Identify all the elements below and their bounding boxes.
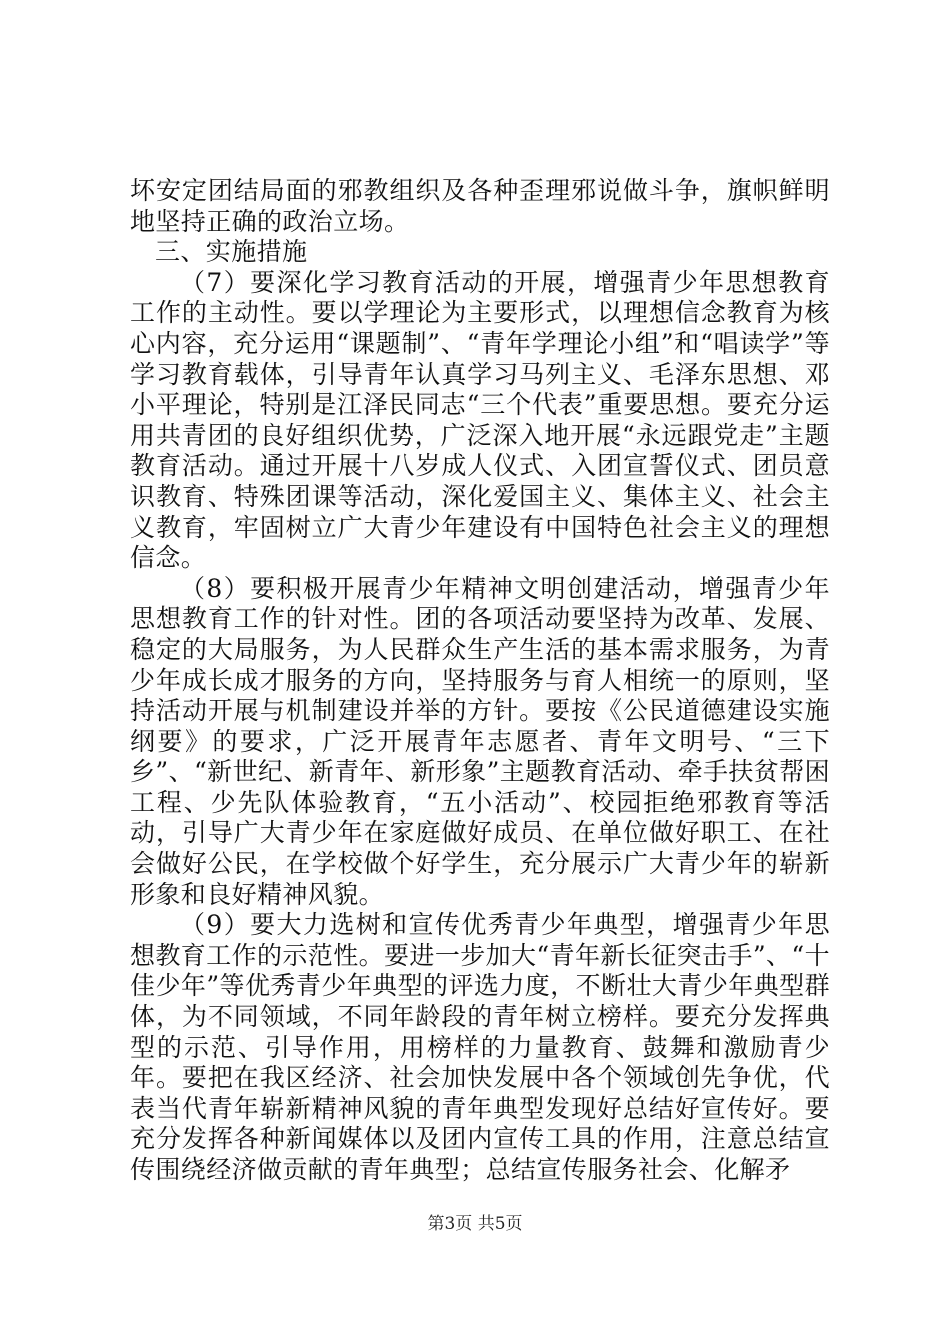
paragraph-item-9: （9）要大力选树和宣传优秀青少年典型，增强青少年思想教育工作的示范性。要进一步加大“青年新长征突击手”、“十佳少年”等优秀青少年典型的评选力度，不断壮大青少年典型群体，为不同领域，不同年龄段的青年树立榜样。要充分发挥典型的示范、引导作用，用榜样的力量教育、鼓舞和激励青少年。要把在我区经济、社会加快发展中各个领域创先争优，代表当代青年崭新精神风貌的青年典型发现好总结好宣传好。要充分发挥各种新闻媒体以及团内宣传工具的作用，注意总结宣传围绕经济做贡献的青年典型；总结宣传服务社会、化解矛 <box>130 910 830 1184</box>
section-heading: 三、实施措施 <box>155 237 308 267</box>
document-body <box>130 176 830 1186</box>
paragraph-continuation: 坏安定团结局面的邪教组织及各种歪理邪说做斗争，旗帜鲜明地坚持正确的政治立场。 <box>130 176 830 236</box>
paragraph-item-8: （8）要积极开展青少年精神文明创建活动，增强青少年思想教育工作的针对性。团的各项活动要坚持为改革、发展、稳定的大局服务，为人民群众生产生活的基本需求服务，为青少年成长成才服务的方向，坚持服务与育人相统一的原则，坚持活动开展与机制建设并举的方针。要按《公民道德建设实施纲要》的要求，广泛开展青年志愿者、青年文明号、“三下乡”、“新世纪、新青年、新形象”主题教育活动、牵手扶贫帮困工程、少先队体验教育，“五小活动”、校园拒绝邪教育等活动，引导广大青少年在家庭做好成员、在单位做好职工、在社会做好公民，在学校做个好学生，充分展示广大青少年的崭新形象和良好精神风貌。 <box>130 573 830 909</box>
paragraph-item-7: （7）要深化学习教育活动的开展，增强青少年思想教育工作的主动性。要以学理论为主要形式，以理想信念教育为核心内容，充分运用“课题制”、“青年学理论小组”和“唱读学”等学习教育载体，引导青年认真学习马列主义、毛泽东思想、邓小平理论，特别是江泽民同志“三个代表”重要思想。要充分运用共青团的良好组织优势，广泛深入地开展“永远跟党走”主题教育活动。通过开展十八岁成人仪式、入团宣誓仪式、团员意识教育、特殊团课等活动，深化爱国主义、集体主义、社会主义教育，牢固树立广大青少年建设有中国特色社会主义的理想信念。 <box>130 267 830 573</box>
page-footer <box>0 1212 950 1236</box>
page-number: 第3页 共5页 <box>427 1214 523 1234</box>
